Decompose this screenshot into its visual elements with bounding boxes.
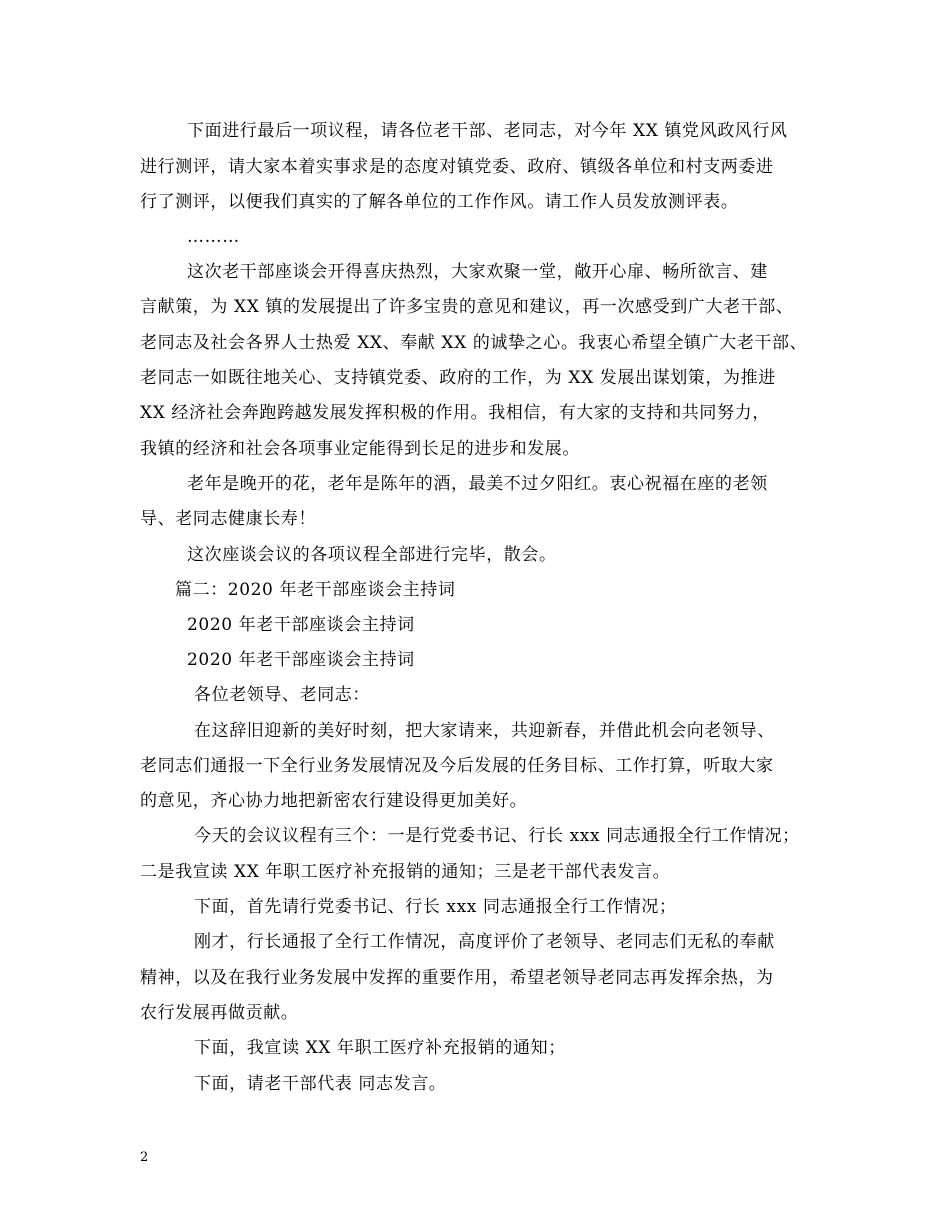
- text-line: 导、老同志健康长寿！: [140, 509, 316, 529]
- text-line: 今天的会议议程有三个：一是行党委书记、行长 xxx 同志通报全行工作情况；: [194, 826, 800, 846]
- text-line: 老年是晚开的花，老年是陈年的酒，最美不过夕阳红。衷心祝福在座的老领: [187, 474, 768, 494]
- text-line: 下面进行最后一项议程，请各位老干部、老同志，对今年 XX 镇党风政风行风: [187, 121, 788, 141]
- document-title: 2020 年老干部座谈会主持词: [187, 650, 415, 670]
- section-heading: 篇二：2020 年老干部座谈会主持词: [175, 580, 456, 600]
- text-line: 在这辞旧迎新的美好时刻，把大家请来，共迎新春，并借此机会向老领导、: [194, 721, 775, 741]
- text-line: 进行测评，请大家本着实事求是的态度对镇党委、政府、镇级各单位和村支两委进: [140, 157, 774, 177]
- text-line: 下面，首先请行党委书记、行长 xxx 同志通报全行工作情况；: [194, 897, 677, 917]
- text-line: 下面，我宣读 XX 年职工医疗补充报销的通知；: [194, 1038, 566, 1058]
- text-line: 农行发展再做贡献。: [140, 1003, 299, 1023]
- text-line: 这次座谈会议的各项议程全部进行完毕，散会。: [187, 545, 557, 565]
- text-line: 老同志及社会各界人士热爱 XX、奉献 XX 的诚挚之心。我衷心希望全镇广大老干部、: [140, 333, 808, 353]
- text-line: 刚才，行长通报了全行工作情况，高度评价了老领导、老同志们无私的奉献: [194, 932, 775, 952]
- salutation: 各位老领导、老同志：: [194, 685, 370, 705]
- text-line: XX 经济社会奔跑跨越发展发挥积极的作用。我相信，有大家的支持和共同努力，: [140, 403, 770, 423]
- text-line: 二是我宣读 XX 年职工医疗补充报销的通知；三是老干部代表发言。: [140, 862, 671, 882]
- text-line: 这次老干部座谈会开得喜庆热烈，大家欢聚一堂，敞开心扉、畅所欲言、建: [187, 262, 768, 282]
- text-line: 老同志们通报一下全行业务发展情况及今后发展的任务目标、工作打算，听取大家: [140, 756, 774, 776]
- text-line: 我镇的经济和社会各项事业定能得到长足的进步和发展。: [140, 439, 580, 459]
- document-title: 2020 年老干部座谈会主持词: [187, 615, 415, 635]
- text-line: 老同志一如既往地关心、支持镇党委、政府的工作，为 XX 发展出谋划策，为推进: [140, 368, 776, 388]
- text-line: 言献策，为 XX 镇的发展提出了许多宝贵的意见和建议，再一次感受到广大老干部、: [140, 297, 794, 317]
- page-number: 2: [140, 1150, 149, 1165]
- text-line: 下面，请老干部代表 同志发言。: [194, 1074, 447, 1094]
- text-line: 精神，以及在我行业务发展中发挥的重要作用，希望老领导老同志再发挥余热，为: [140, 968, 774, 988]
- text-line: 行了测评，以便我们真实的了解各单位的工作作风。请工作人员发放测评表。: [140, 192, 739, 212]
- text-line: 的意见，齐心协力地把新密农行建设得更加美好。: [140, 791, 528, 811]
- ellipsis-line: ………: [187, 227, 240, 247]
